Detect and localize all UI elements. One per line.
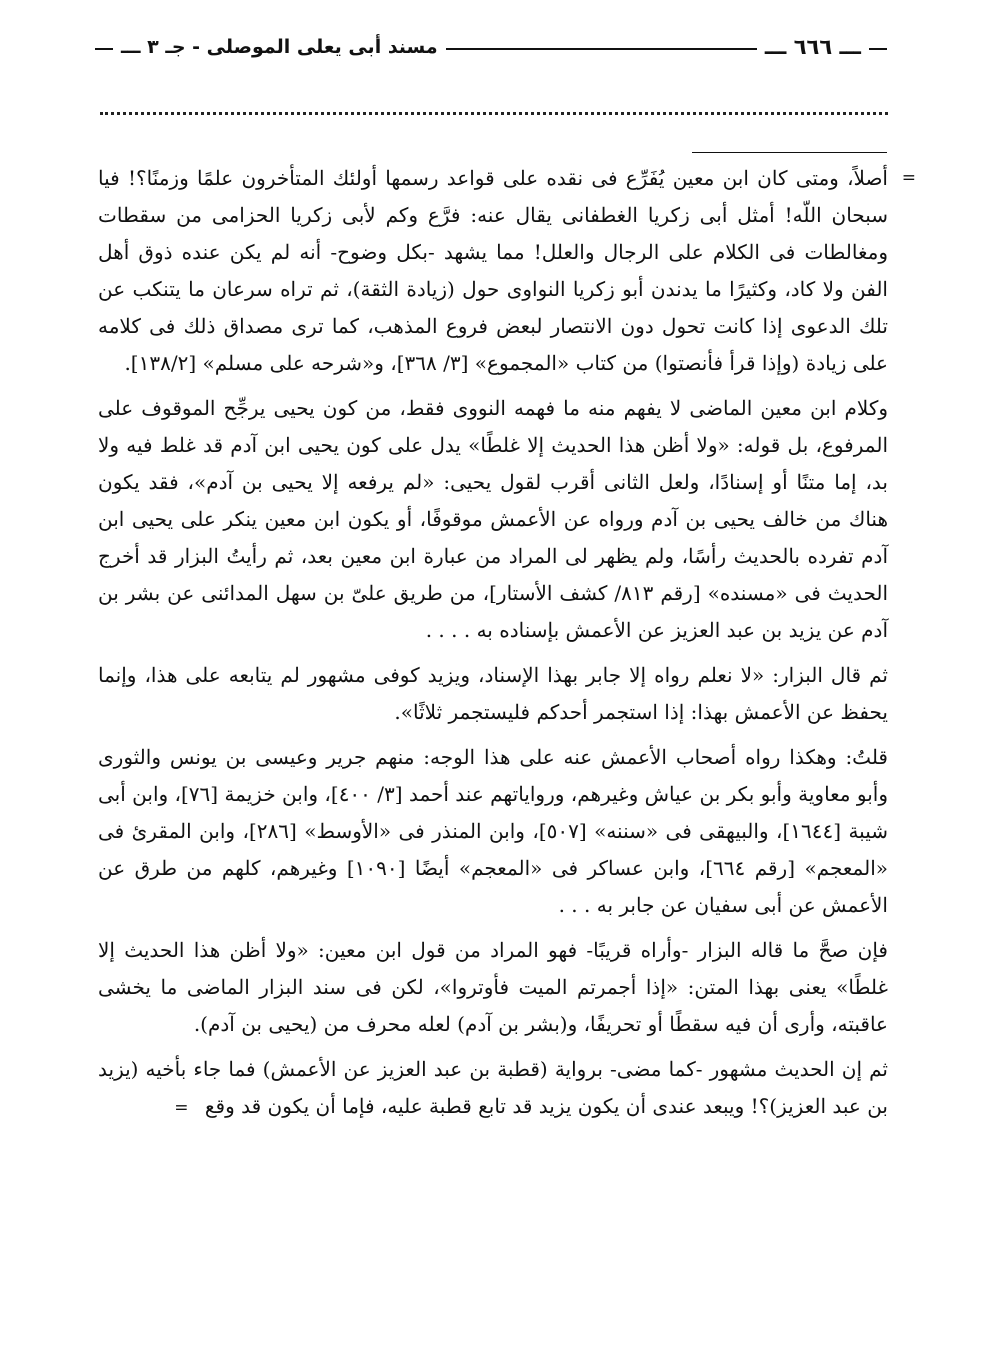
dotted-separator	[100, 112, 888, 125]
body-text	[98, 160, 916, 1135]
paragraph-3: ثم قال البزار: «لا نعلم رواه إلا جابر بهذا الإسناد، ويزيد كوفى مشهور لم يتابعه على هذا، وإنما يحفظ عن الأعمش بهذا: إذا استجمر أحدكم فليستجمر ثلاثًا».	[98, 663, 888, 724]
paragraph-1	[98, 160, 916, 382]
continuation-mark-start: =	[901, 168, 916, 188]
footnote-rule	[692, 152, 887, 153]
running-header	[95, 30, 887, 70]
paragraph-4: قلتُ: وهكذا رواه أصحاب الأعمش عنه على هذا الوجه: منهم جرير وعيسى بن يونس والثورى وأبو معاوية وأبو بكر بن عياش وغيرهم، ورواياتهم عند أحمد [٣/ ٤٠٠]، وابن خزيمة [٧٦]، وابن أبى شيبة [١٦٤٤]، والبيهقى فى «سننه» [٥٠٧]، وابن المنذر فى «الأوسط» [٢٨٦]، وابن المقرئ فى «المعجم» [رقم ٦٦٤]، وابن عساكر فى «المعجم» أيضًا [١٠٩٠] وغيرهم، كلهم من طرق عن الأعمش عن أبى سفيان عن جابر به . . .	[98, 745, 889, 917]
continuation-mark-end: =	[174, 1098, 189, 1118]
paragraph-6	[98, 1051, 888, 1127]
page-number: ـــ ٦٦٦ ـــ	[757, 32, 869, 62]
paragraph-5: فإن صحَّ ما قاله البزار -وأراه قريبًا- فهو المراد من قول ابن معين: «ولا أظن هذا الحديث إلا غلطًا» يعنى بهذا المتن: «إذا أجمرتم الميت فأوتروا»، لكن فى سند البزار الماضى ما يخشى عاقبته، وأرى أن فيه سقطًا أو تحريفًا، و(بشر بن آدم) لعله محرف من (يحيى بن آدم).	[98, 938, 888, 1036]
paragraph-2: وكلام ابن معين الماضى لا يفهم منه ما فهمه النووى فقط، من كون يحيى يرجِّح الموقوف على المرفوع، بل قوله: «ولا أظن هذا الحديث إلا غلطًا» يدل على كون يحيى ابن آدم قد غلط فيه ولا بد، إما متنًا أو إسنادًا، ولعل الثانى أقرب لقول يحيى: «لم يرفعه إلا يحيى بن آدم»، فقد يكون هناك من خالف يحيى بن آدم ورواه عن الأعمش موقوفًا، أو يكون ابن معين ينكر على يحيى ابن آدم تفرده بالحديث رأسًا، ولم يظهر لى المراد من عبارة ابن معين بعد، ثم رأيتُ البزار قد أخرج الحديث فى «مسنده» [رقم ٨١٣/ كشف الأستار]، من طريق علىّ بن سهل المدائنى عن بشر بن آدم عن يزيد بن عبد العزيز عن الأعمش بإسناده به . . . .	[98, 396, 889, 642]
paragraph-6-text: ثم إن الحديث مشهور -كما مضى- برواية (قطبة بن عبد العزيز عن الأعمش) فما جاء بأخيه (يزيد بن عبد العزيز)؟! ويبعد عندى أن يكون يزيد قد تابع قطبة عليه، فإما أن يكون قد وقع	[98, 1057, 888, 1118]
paragraph-1-text: أصلاً، ومتى كان ابن معين يُفَرِّع فى نقده على قواعد رسمها أولئك المتأخرون علمًا وزمنًا؟! فيا سبحان اللّه! أمثل أبى زكريا الغطفانى يقال عنه: فرَّع وكم لأبى زكريا الحزامى من سقطات ومغالطات فى الكلام على الرجال والعلل! مما يشهد -بكل وضوح- أنه لم يكن عنده ذوق أهل الفن ولا كاد، وكثيرًا ما يدندن أبو زكريا النواوى حول (زيادة الثقة)، ثم تراه سرعان ما يتنكب عن تلك الدعوى إذا كانت تحول دون الانتصار لبعض فروع المذهب، كما ترى مصداق ذلك فى كلامه على زيادة (وإذا قرأ فأنصتوا) من كتاب «المجموع» [٣/ ٣٦٨]، و«شرحه على مسلم» [١٣٨/٢].	[98, 166, 888, 375]
book-title: مسند أبى يعلى الموصلى - جـ ٣ ـــ	[113, 32, 446, 62]
